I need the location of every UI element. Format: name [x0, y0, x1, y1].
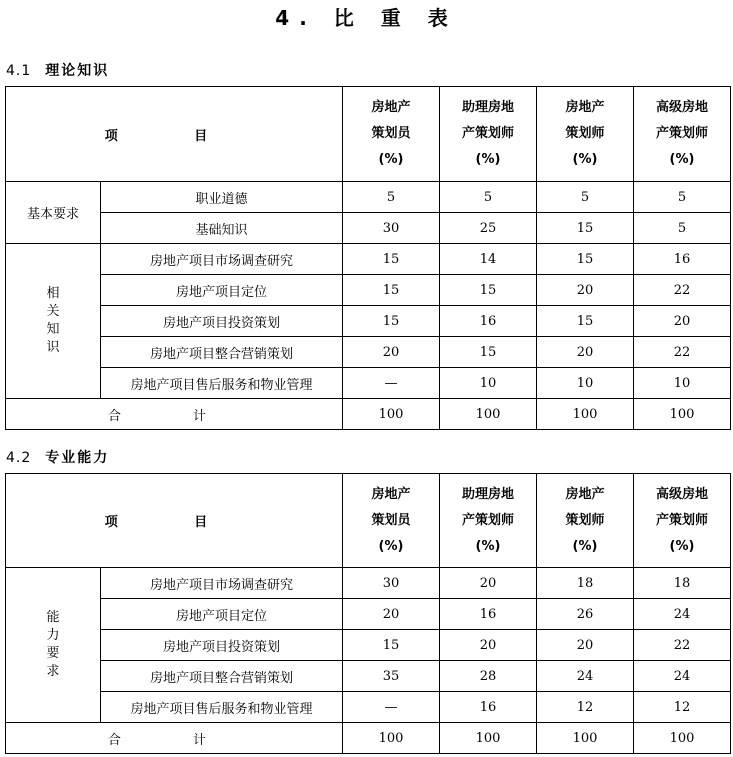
section-heading-4-2	[6, 447, 109, 467]
col-header-assistant-planner: 助理房地 产策划师 (%)	[440, 474, 537, 568]
value-cell: 35	[343, 661, 440, 692]
item-header: 项 目	[6, 474, 343, 568]
value-cell: 12	[634, 692, 731, 723]
row-item: 房地产项目投资策划	[101, 630, 343, 661]
row-item: 房地产项目售后服务和物业管理	[101, 692, 343, 723]
row-item: 房地产项目市场调查研究	[101, 244, 343, 275]
value-cell: 15	[537, 213, 634, 244]
total-label: 合 计	[6, 723, 343, 754]
table-row	[6, 368, 731, 399]
section-title: 专业能力	[45, 450, 110, 466]
value-cell: 15	[537, 244, 634, 275]
total-value: 100	[537, 723, 634, 754]
value-cell: 24	[537, 661, 634, 692]
value-cell: 14	[440, 244, 537, 275]
section-title: 理论知识	[45, 63, 110, 79]
theory-knowledge-table	[5, 86, 731, 430]
value-cell: 16	[634, 244, 731, 275]
value-cell: 15	[537, 306, 634, 337]
table-row	[6, 337, 731, 368]
col-header-planner: 房地产 策划员 (%)	[343, 87, 440, 182]
row-item: 职业道德	[101, 182, 343, 213]
total-value: 100	[440, 723, 537, 754]
row-item: 房地产项目定位	[101, 275, 343, 306]
table-row	[6, 182, 731, 213]
value-cell: 22	[634, 275, 731, 306]
group-related-knowledge: 相关知识	[6, 244, 101, 399]
value-cell: 15	[440, 337, 537, 368]
table-row	[6, 568, 731, 599]
col-header-assistant-planner: 助理房地 产策划师 (%)	[440, 87, 537, 182]
value-cell: 12	[537, 692, 634, 723]
section-heading-4-1	[6, 60, 109, 80]
total-value: 100	[440, 399, 537, 430]
value-cell: —	[343, 692, 440, 723]
value-cell: 10	[634, 368, 731, 399]
value-cell: 20	[537, 275, 634, 306]
header-row	[6, 474, 731, 568]
value-cell: 20	[537, 337, 634, 368]
total-value: 100	[634, 723, 731, 754]
value-cell: 22	[634, 630, 731, 661]
table-row	[6, 306, 731, 337]
value-cell: 20	[537, 630, 634, 661]
row-item: 房地产项目售后服务和物业管理	[101, 368, 343, 399]
value-cell: 25	[440, 213, 537, 244]
table-row	[6, 692, 731, 723]
total-label: 合 计	[6, 399, 343, 430]
table-row	[6, 661, 731, 692]
value-cell: 15	[343, 306, 440, 337]
value-cell: 10	[440, 368, 537, 399]
value-cell: 26	[537, 599, 634, 630]
value-cell: 20	[440, 568, 537, 599]
row-item: 基础知识	[101, 213, 343, 244]
row-item: 房地产项目投资策划	[101, 306, 343, 337]
total-row	[6, 723, 731, 754]
col-header-planner-engineer: 房地产 策划师 (%)	[537, 87, 634, 182]
col-header-planner: 房地产 策划员 (%)	[343, 474, 440, 568]
table-row	[6, 244, 731, 275]
table-row	[6, 599, 731, 630]
professional-ability-table	[5, 473, 731, 754]
row-item: 房地产项目市场调查研究	[101, 568, 343, 599]
value-cell: 30	[343, 568, 440, 599]
item-header: 项 目	[6, 87, 343, 182]
group-ability-requirements: 能力要求	[6, 568, 101, 723]
value-cell: 20	[440, 630, 537, 661]
total-value: 100	[343, 399, 440, 430]
value-cell: 5	[634, 213, 731, 244]
value-cell: 24	[634, 661, 731, 692]
value-cell: 5	[537, 182, 634, 213]
value-cell: —	[343, 368, 440, 399]
total-value: 100	[537, 399, 634, 430]
value-cell: 20	[343, 599, 440, 630]
value-cell: 15	[440, 275, 537, 306]
value-cell: 5	[343, 182, 440, 213]
value-cell: 18	[537, 568, 634, 599]
value-cell: 28	[440, 661, 537, 692]
col-header-planner-engineer: 房地产 策划师 (%)	[537, 474, 634, 568]
value-cell: 16	[440, 599, 537, 630]
table-row	[6, 213, 731, 244]
value-cell: 20	[634, 306, 731, 337]
section-number: 4.2	[6, 450, 32, 466]
value-cell: 5	[440, 182, 537, 213]
section-number: 4.1	[6, 63, 32, 79]
col-header-senior-planner: 高级房地 产策划师 (%)	[634, 474, 731, 568]
value-cell: 20	[343, 337, 440, 368]
value-cell: 16	[440, 692, 537, 723]
value-cell: 24	[634, 599, 731, 630]
value-cell: 5	[634, 182, 731, 213]
value-cell: 15	[343, 244, 440, 275]
row-item: 房地产项目整合营销策划	[101, 661, 343, 692]
value-cell: 16	[440, 306, 537, 337]
total-value: 100	[343, 723, 440, 754]
total-value: 100	[634, 399, 731, 430]
table-row	[6, 275, 731, 306]
table-row	[6, 630, 731, 661]
value-cell: 10	[537, 368, 634, 399]
header-row	[6, 87, 731, 182]
col-header-senior-planner: 高级房地 产策划师 (%)	[634, 87, 731, 182]
group-basic-requirements: 基本要求	[6, 182, 101, 244]
row-item: 房地产项目定位	[101, 599, 343, 630]
page-title: 4. 比 重 表	[275, 6, 458, 30]
value-cell: 15	[343, 275, 440, 306]
value-cell: 22	[634, 337, 731, 368]
total-row	[6, 399, 731, 430]
value-cell: 15	[343, 630, 440, 661]
value-cell: 18	[634, 568, 731, 599]
row-item: 房地产项目整合营销策划	[101, 337, 343, 368]
value-cell: 30	[343, 213, 440, 244]
